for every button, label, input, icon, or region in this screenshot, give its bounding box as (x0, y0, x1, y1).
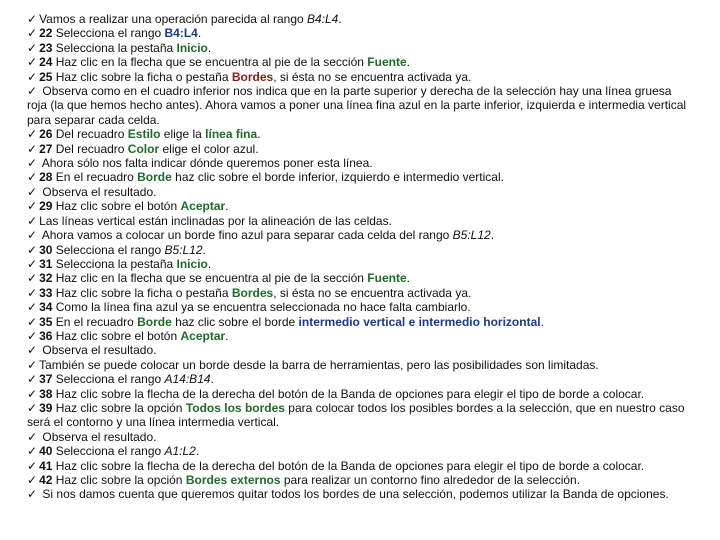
line-segment: A1:L2 (164, 444, 196, 459)
line-segment: Selecciona la pestaña (52, 40, 177, 55)
line-segment: 40 (39, 444, 53, 459)
checkmark-bullet-icon: ✓ (27, 444, 38, 459)
instruction-line (27, 487, 693, 501)
checkmark-bullet-icon: ✓ (27, 285, 38, 300)
checkmark-bullet-icon: ✓ (27, 271, 38, 286)
instruction-line (27, 12, 693, 26)
line-segment: 28 (39, 170, 53, 185)
instruction-line (27, 199, 693, 213)
instruction-line (27, 459, 693, 473)
line-segment: Selecciona el rango (52, 372, 165, 387)
line-segment: Haz clic sobre el botón (52, 199, 181, 214)
checkmark-bullet-icon: ✓ (27, 242, 38, 257)
instruction-line (27, 55, 693, 69)
checkmark-bullet-icon: ✓ (27, 40, 38, 55)
instruction-line (27, 329, 693, 343)
line-segment: Selecciona la pestaña (52, 256, 177, 271)
line-segment: Haz clic sobre el botón (52, 328, 181, 343)
line-segment: Haz clic sobre la opción (52, 400, 186, 415)
line-segment: línea fina (205, 127, 258, 142)
line-segment: 26 (39, 127, 53, 142)
line-segment: . (225, 199, 229, 214)
checkmark-bullet-icon: ✓ (27, 228, 38, 243)
line-segment: para colocar todos los posibles bordes a la selección, que en nuestro caso será el contorno y una línea intermedia vertical. (27, 400, 685, 430)
line-segment: Ahora sólo nos falta indicar dónde queremos poner esta línea. (39, 156, 373, 171)
line-segment: 29 (39, 199, 53, 214)
line-segment: 36 (39, 328, 53, 343)
line-segment: Observa como en el cuadro inferior nos indica que en la parte superior y derecha de la selección hay una línea gruesa roja (la que hemos hecho antes). Ahora vamos a poner una línea fina azul en la parte inferior, izquierda e intermedia vertical para separar cada celda. (27, 84, 687, 127)
line-segment: , si ésta no se encuentra activada ya. (273, 69, 472, 84)
checkmark-bullet-icon: ✓ (27, 256, 38, 271)
line-segment: B5:L12 (164, 242, 203, 257)
line-segment: Fuente (367, 55, 407, 70)
line-segment: Bordes externos (185, 473, 281, 487)
line-segment: 37 (39, 372, 53, 387)
line-segment: Observa el resultado. (39, 429, 157, 444)
line-segment: 39 (39, 400, 53, 415)
instruction-line (27, 41, 693, 55)
checkmark-bullet-icon: ✓ (27, 184, 38, 199)
checkmark-bullet-icon: ✓ (27, 300, 38, 315)
line-segment: 35 (39, 314, 53, 329)
checkmark-bullet-icon: ✓ (27, 199, 38, 214)
line-segment: 38 (39, 386, 53, 401)
checkmark-bullet-icon: ✓ (27, 156, 38, 171)
line-segment: 34 (39, 300, 53, 315)
line-segment: B5:L12 (452, 228, 491, 243)
instruction-line (27, 70, 693, 84)
line-segment: . (540, 314, 544, 329)
instruction-line (27, 257, 693, 271)
line-segment: . (490, 228, 495, 243)
line-segment: . (406, 55, 410, 70)
line-segment: 22 (39, 26, 53, 41)
instruction-document (27, 12, 693, 502)
instruction-line (27, 444, 693, 458)
line-segment: Del recuadro (52, 141, 128, 156)
line-segment: 27 (39, 141, 53, 156)
line-segment: B4:L4 (164, 26, 198, 41)
checkmark-bullet-icon: ✓ (27, 69, 38, 84)
line-segment: Selecciona el rango (52, 444, 165, 459)
checkmark-bullet-icon: ✓ (27, 487, 38, 502)
line-segment: . (207, 256, 212, 271)
line-segment: Las líneas vertical están inclinadas por la alineación de las celdas. (39, 213, 392, 228)
checkmark-bullet-icon: ✓ (27, 458, 38, 473)
line-segment: Bordes (231, 285, 274, 300)
line-segment: B4:L4 (307, 12, 339, 26)
line-segment: Bordes (231, 69, 274, 84)
checkmark-bullet-icon: ✓ (27, 386, 38, 401)
instruction-line (27, 243, 693, 257)
line-segment: Del recuadro (52, 127, 128, 142)
line-segment: Fuente (367, 271, 407, 286)
line-segment: 41 (39, 458, 53, 473)
checkmark-bullet-icon: ✓ (27, 357, 38, 372)
line-segment: Ahora vamos a colocar un borde fino azul para separar cada celda del rango (39, 228, 453, 243)
instruction-line (27, 343, 693, 357)
line-segment: Inicio (176, 256, 208, 271)
line-segment: Estilo (127, 127, 161, 142)
instruction-line (27, 358, 693, 372)
line-segment: Si nos damos cuenta que queremos quitar todos los bordes de una selección, podemos utilizar la Banda de opciones. (39, 487, 669, 502)
checkmark-bullet-icon: ✓ (27, 170, 38, 185)
checkmark-bullet-icon: ✓ (27, 400, 38, 415)
line-segment: para realizar un contorno fino alrededor de la selección. (280, 473, 581, 487)
instruction-line (27, 185, 693, 199)
instruction-line (27, 300, 693, 314)
line-segment: haz clic sobre el borde (171, 314, 299, 329)
line-segment: En el recuadro (52, 170, 138, 185)
line-segment: Haz clic sobre la ficha o pestaña (52, 69, 232, 84)
line-segment: 25 (39, 69, 53, 84)
line-segment: Borde (137, 170, 172, 185)
checkmark-bullet-icon: ✓ (27, 55, 38, 70)
instruction-line (27, 430, 693, 444)
line-segment: Inicio (176, 40, 208, 55)
line-segment: . (202, 242, 206, 257)
line-segment: Haz clic sobre la ficha o pestaña (52, 285, 232, 300)
line-segment: . (406, 271, 410, 286)
line-segment: Observa el resultado. (39, 343, 157, 358)
instruction-line (27, 473, 693, 487)
line-segment: . (225, 328, 229, 343)
line-segment: En el recuadro (52, 314, 138, 329)
line-segment: Aceptar (180, 328, 226, 343)
instruction-line (27, 372, 693, 386)
line-segment: 31 (39, 256, 53, 271)
line-segment: elige la (160, 127, 206, 142)
line-segment: Haz clic sobre la flecha de la derecha del botón de la Banda de opciones para elegir el tipo de borde a colocar. (52, 386, 645, 401)
checkmark-bullet-icon: ✓ (27, 343, 38, 358)
line-segment: . (338, 12, 342, 26)
line-segment: 30 (39, 242, 53, 257)
line-segment: . (195, 444, 200, 459)
line-segment: 42 (39, 473, 53, 487)
line-segment: 32 (39, 271, 53, 286)
line-segment: . (207, 40, 212, 55)
line-segment: . (210, 372, 214, 387)
instruction-line (27, 142, 693, 156)
checkmark-bullet-icon: ✓ (27, 328, 38, 343)
checkmark-bullet-icon: ✓ (27, 84, 38, 99)
line-segment: También se puede colocar un borde desde la barra de herramientas, pero las posibilidades son limitadas. (39, 357, 599, 372)
line-segment: Haz clic en la flecha que se encuentra al pie de la sección (52, 55, 368, 70)
instruction-line (27, 271, 693, 285)
line-segment: Color (127, 141, 160, 156)
line-segment: Todos los bordes (185, 400, 285, 415)
checkmark-bullet-icon: ✓ (27, 429, 38, 444)
line-segment: . (257, 127, 261, 142)
instruction-line (27, 156, 693, 170)
line-segment: 33 (39, 285, 53, 300)
instruction-line (27, 84, 693, 127)
instruction-line (27, 315, 693, 329)
line-segment: elige el color azul. (159, 141, 259, 156)
instruction-line (27, 401, 693, 430)
instruction-line (27, 228, 693, 242)
checkmark-bullet-icon: ✓ (27, 314, 38, 329)
line-segment: Vamos a realizar una operación parecida al rango (39, 12, 307, 26)
line-segment: Haz clic sobre la opción (52, 473, 186, 487)
line-segment: 23 (39, 40, 53, 55)
line-segment: intermedio vertical e intermedio horizontal (298, 314, 541, 329)
instruction-line (27, 26, 693, 40)
checkmark-bullet-icon: ✓ (27, 372, 38, 387)
line-segment: Aceptar (180, 199, 226, 214)
instruction-line (27, 286, 693, 300)
checkmark-bullet-icon: ✓ (27, 141, 38, 156)
instruction-line (27, 387, 693, 401)
checkmark-bullet-icon: ✓ (27, 473, 38, 487)
line-segment: Como la línea fina azul ya se encuentra seleccionada no hace falta cambiarlo. (52, 300, 471, 315)
line-segment: Selecciona el rango (52, 242, 165, 257)
line-segment: haz clic sobre el borde inferior, izquierdo e intermedio vertical. (171, 170, 504, 185)
line-segment: . (197, 26, 202, 41)
line-segment: Haz clic sobre la flecha de la derecha del botón de la Banda de opciones para elegir el tipo de borde a colocar. (52, 458, 645, 473)
checkmark-bullet-icon: ✓ (27, 127, 38, 142)
line-segment: Borde (137, 314, 172, 329)
line-segment: , si ésta no se encuentra activada ya. (273, 285, 472, 300)
line-segment: Selecciona el rango (52, 26, 165, 41)
instruction-line (27, 214, 693, 228)
instruction-line (27, 127, 693, 141)
checkmark-bullet-icon: ✓ (27, 213, 38, 228)
line-segment: 24 (39, 55, 53, 70)
checkmark-bullet-icon: ✓ (27, 12, 38, 26)
instruction-line (27, 170, 693, 184)
line-segment: Haz clic en la flecha que se encuentra al pie de la sección (52, 271, 368, 286)
line-segment: A14:B14 (164, 372, 211, 387)
line-segment: Observa el resultado. (39, 184, 157, 199)
checkmark-bullet-icon: ✓ (27, 26, 38, 41)
